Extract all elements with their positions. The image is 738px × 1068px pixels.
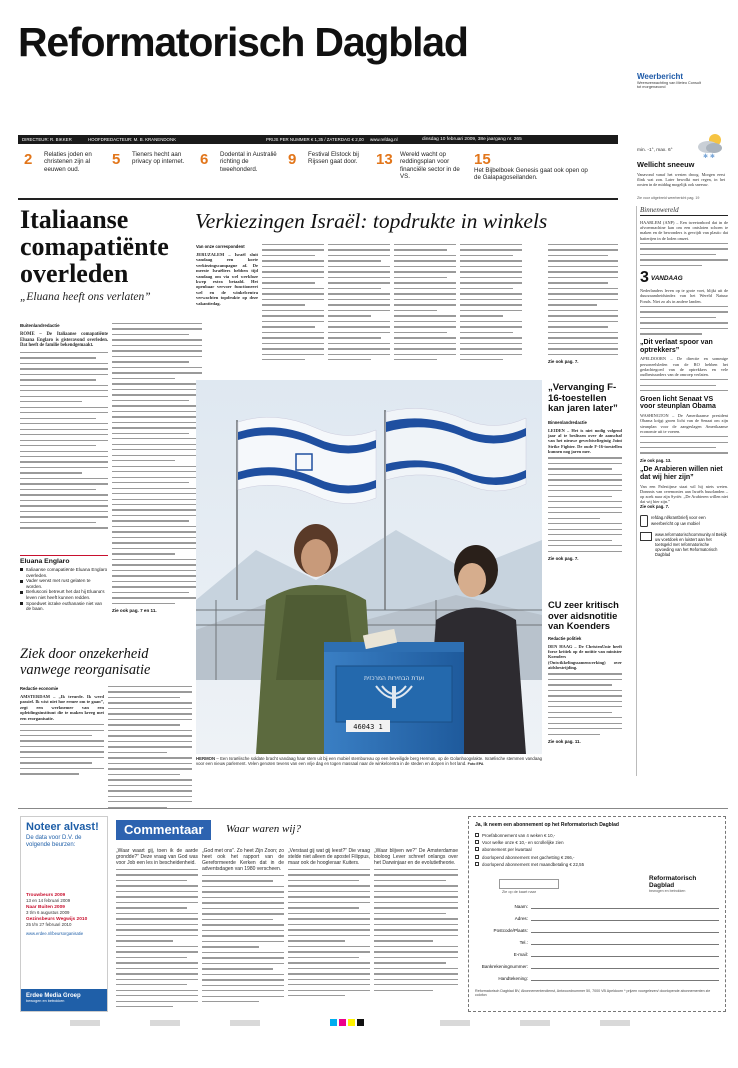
coupon-options	[475, 832, 645, 868]
form-row	[475, 921, 719, 933]
coupon-option-label: doorlopend abonnement met gachetting € 266,-	[482, 854, 575, 860]
coupon-option[interactable]	[475, 832, 645, 839]
article-headline[interactable]: Verkiezingen Israël: topdrukte in winkels	[195, 209, 548, 233]
main-article-col5	[460, 244, 522, 365]
coupon-stamp	[499, 879, 559, 894]
sidebar-brief-text: WASHINGTON – De Amerikaanse president Obama krijgt groen licht van de Senaat om zijn steunplan voor de aangeslagen Amerikaanse economie uit te voeren.	[640, 413, 728, 434]
coupon-title: Ja, ik neem een abonnement op het Reformatorisch Dagblad	[475, 822, 619, 828]
teaser-text: Wereld wacht op reddingsplan voor financiële sector in de VS.	[400, 151, 460, 181]
print-mark	[70, 1020, 100, 1026]
form-label: Tel.:	[519, 940, 528, 945]
checkbox[interactable]	[475, 840, 479, 844]
commentaar-body	[374, 869, 458, 991]
print-mark	[150, 1020, 180, 1026]
info-box-title: Eluana Englaro	[20, 555, 108, 565]
article-lead: JERUZALEM – Israël sluit vandaag een korte verkiezingscampagne af. De meeste Israëliers hebben tijd vandaag om via wel werkloze kwep extra betaald. Het openbaar vervoer functioneert wel en de winkelcentra verwachten topdrukte op deze vakantiedag.	[196, 252, 258, 306]
color-mark-black	[357, 1019, 364, 1026]
article-byline: Van onze correspondent	[196, 244, 245, 249]
editor-label: HOOFDREDACTEUR: M. B. KRANENDONK	[88, 137, 177, 142]
divider	[18, 808, 728, 809]
teaser-text: Festival Elstock bij Rijssen gaat door.	[308, 151, 359, 166]
coupon-option[interactable]	[475, 854, 645, 861]
postcode-input[interactable]	[531, 925, 719, 933]
article-byline: Binnenlandredactie	[548, 419, 587, 425]
ad-subtitle: De data voor D.V. de volgende beurzen:	[26, 835, 82, 848]
form-label: E-mail:	[513, 952, 528, 957]
article-lead: LEIDEN – Het is niet nodig volgend jaar al te beslissen over de aanschaf van het nieuwe gevechtsvliegtuig Joint Strike Fighter. De oude F-16-toestellen kunnen nog jaren mee.	[548, 427, 622, 454]
ad-event-date: 13 en 14 februari 2009	[26, 898, 71, 903]
caption-text: Een Israëlische soldate bracht vandaag haar stem uit bij een mobiel stembureau op een beveiligde berg Hermon, op de Golanhoogvlakte. Israëlische stemmen vandaag voor een nieuw parlement. Velen genoten tevens van een vrije dag en togen massaal naar de winkelcentra in de steden en dorpen in het land.	[196, 756, 542, 767]
print-mark	[600, 1020, 630, 1026]
article-see-also[interactable]: Zie ook pag. 11.	[548, 739, 581, 745]
promo-mobile[interactable]	[640, 515, 728, 527]
teaser-text: Het Bijbelboek Genesis gaat ook open op de Galapagoseilanden.	[474, 167, 588, 182]
ballot-box-number: 46043 1	[353, 723, 383, 731]
commentaar-text: „Verstaat gij wat gij leest?” Die vraag stelde niet alleen de apostel Filippus, maar ook de hoogleraar Kuiters.	[288, 848, 370, 866]
teaser-page-number: 13	[376, 151, 393, 168]
sidebar-brief-text: APELDOORN – De directie en sommige personeelsleden van de RO hebben het gedachtegoed van de optrekkers en vele oudbestuurders van de omroep verlaten.	[640, 356, 728, 377]
coupon-option[interactable]	[475, 846, 645, 853]
form-row	[475, 897, 719, 909]
article-body	[548, 244, 618, 355]
checkbox[interactable]	[475, 862, 479, 866]
coupon-fields	[475, 897, 719, 981]
commentaar-body	[116, 869, 198, 1007]
article-lead: ROME – De Italiaanse comapatiënte Eluana Englaro is gisteravond overleden. Dat heeft de familie bekendgemaakt.	[20, 332, 108, 349]
commentaar-col1	[116, 848, 198, 1012]
sidebar-brief-body	[640, 243, 728, 266]
coupon-stamp-text: Zie op de kaart naar	[502, 890, 536, 894]
sidebar-see-also[interactable]: Zie ook pag. 7.	[640, 504, 670, 510]
main-article-col2	[262, 244, 324, 365]
weather-label: Weerbericht	[637, 72, 684, 81]
weather-headline: Wellicht sneeuw	[637, 160, 695, 169]
commentaar-body	[202, 875, 284, 1002]
commentaar-header	[116, 820, 460, 842]
article-byline: Redactie politiek	[548, 635, 582, 641]
vandaag-text: Nederlanders leven op te grote voet, blijkt uit de duurzaamheidsindex van het Wereld Natuur Fonds. Niet zo als in andere landen.	[640, 288, 728, 304]
commentaar-text: „Waar blijven we?” De Amsterdamse bioloog Lever schreef onlangs over het Darwinjaar en de evolutietheorie.	[374, 848, 458, 866]
ad-event-name: Trouwbeurs 2009	[26, 893, 66, 898]
article-body	[548, 457, 622, 552]
main-article-col1	[196, 244, 258, 374]
print-mark	[520, 1020, 550, 1026]
date-label: dinsdag 10 februari 2009, 38e jaargang nr. 265	[422, 137, 522, 142]
main-article-col3	[328, 244, 390, 365]
article-cu	[548, 600, 622, 780]
article-byline: Buitenlandredactie	[20, 323, 60, 328]
signature-input[interactable]	[531, 973, 719, 981]
main-photo	[196, 380, 542, 754]
article-see-also[interactable]: Zie ook pag. 7.	[548, 555, 579, 561]
commentaar-label: Commentaar	[116, 820, 211, 840]
coupon-option-label: Voor welke onze € 10,- en scrollelijke zien	[482, 840, 564, 846]
ad-beurzen[interactable]	[20, 816, 108, 1012]
teaser-page-number: 5	[112, 151, 121, 168]
phone-input[interactable]	[531, 937, 719, 945]
weather-source: Weersverwachting van Meteo Consult tot morgenavond	[637, 81, 701, 90]
ad-events	[26, 893, 102, 936]
form-row	[475, 909, 719, 921]
article-see-also[interactable]: Zie ook pag. 7 en 11.	[112, 608, 157, 614]
phone-icon	[640, 515, 648, 527]
price-label: PRIJS PER NUMMER € 1,35 / ZATERDAG € 2,00	[266, 137, 364, 142]
article-subhead: „Eluana heeft ons verlaten”	[20, 291, 151, 303]
coupon-option-label: doorlopend abonnement met maandbetaling € 22,55	[482, 861, 585, 867]
ad-company: Erdee Media Groep	[26, 993, 81, 999]
commentaar-title: Waar waren wij?	[226, 823, 301, 835]
color-mark-yellow	[348, 1019, 355, 1026]
article-lead: DEN HAAG – De ChristenUnie heeft forse kritiek op de notitie van minister Koenders (Ontwikkelingssamenwerking) over aidsbestrijding.	[548, 643, 622, 670]
main-article-col4	[394, 244, 456, 365]
checkbox[interactable]	[475, 833, 479, 837]
teaser-page-number: 6	[200, 151, 209, 168]
promo-text: refdag.nl/krantbriefj voor een weerbericht op uw mobiel	[651, 515, 706, 526]
article-f16	[548, 383, 622, 573]
coupon-option[interactable]	[475, 861, 645, 868]
email-input[interactable]	[531, 949, 719, 957]
weather-temps: min. -1°, max. 6°	[637, 148, 673, 153]
teaser-page-number: 9	[288, 151, 297, 168]
coupon-brand-name: Reformatorisch Dagblad	[649, 875, 697, 889]
print-mark	[230, 1020, 260, 1026]
commentaar-text: „God met ons”. Zo heet Zijn Zoon; zo heet ook het rapport van de Gereformeerde Kerken dat in de adventsdagen van 1980 verscheen.	[202, 848, 284, 872]
article-lead: AMSTERDAM – „Ik treurde. Ik werd passief. Ik wist niet hoe ermee om te gaan”, zegt een werknemer van een opleidingsinstituut die te maken kreeg met een reorganisatie.	[20, 694, 104, 721]
masthead	[18, 4, 618, 134]
form-label: Naam:	[514, 904, 528, 909]
subscription-coupon	[468, 816, 726, 1012]
commentaar-col4	[374, 848, 458, 995]
article-headline[interactable]: CU zeer kritisch over aidsnotitie van Koenders	[548, 599, 619, 632]
vandaag-number: 3	[640, 269, 649, 287]
weather-box	[637, 72, 727, 200]
article-body	[20, 352, 108, 529]
ad-tagline: bewogen en betrokken	[26, 999, 65, 1003]
caption-credit: Foto EPA	[467, 762, 484, 767]
form-row	[475, 945, 719, 957]
coupon-brand	[649, 875, 721, 893]
teaser-page-number: 2	[24, 151, 33, 168]
sidebar-brief-headline[interactable]: „Dit verlaat spoor van optrekkers”	[640, 338, 713, 354]
computer-icon	[640, 532, 652, 541]
ad-event-date: 25 t/m 27 februari 2010	[26, 922, 72, 927]
sidebar-brief-text: HAARLEM (ANP) – Een tweetonbord dat in de afvoermachine kan om een ontsloten schoen te maken en de bewonders is gevrijdt van plastic dat batterijen in de loden omzet.	[640, 220, 728, 241]
checkbox[interactable]	[475, 847, 479, 851]
sidebar-brief-headline[interactable]: „De Arabieren willen niet dat wij hier zijn”	[640, 465, 723, 481]
print-mark	[440, 1020, 470, 1026]
color-mark-cyan	[330, 1019, 337, 1026]
newspaper-title: Reformatorisch Dagblad	[18, 19, 468, 65]
article-body	[112, 323, 202, 604]
news-sidebar	[636, 206, 728, 776]
website-link[interactable]: www.refdag.nl	[370, 137, 398, 142]
promo-community[interactable]	[640, 532, 728, 557]
photo-soldier-voting	[196, 380, 542, 754]
name-input[interactable]	[531, 901, 719, 909]
coupon-option-label: Proefabonnement van 4 weken € 10,-	[482, 833, 556, 838]
ad-title: Noteer alvast!	[26, 821, 99, 833]
photo-caption: HERMON – Een Israëlische soldate bracht vandaag haar stem uit bij een mobiel stembureau op een beveiligde berg Hermon, op de Golanhoogvlakte. Israëlische stemmen vandaag voor een nieuw parlement. Velen genoten tevens van een vrije dag en togen massaal naar de winkelcentra in de steden en dorpen in het land. Foto EPA	[196, 756, 542, 767]
masthead-info-bar	[18, 135, 618, 144]
coupon-footer: Reformatorisch Dagblad BV, Abonnementendienst, Antwoordnummer 50, 7000 VB Apeldoorn * prijzen voorgelezen/ doorlopende abonnementen zie colofon	[475, 989, 711, 998]
teaser-text: Tieners hecht aan privacy op internet.	[132, 151, 185, 166]
article-italiaanse-col2	[112, 323, 202, 628]
form-row	[475, 969, 719, 981]
ballot-box-label: ועדת הבחירות המרכזית	[364, 675, 424, 682]
sidebar-brief-body	[640, 379, 728, 391]
vandaag-block	[640, 270, 728, 286]
article-verkiezingen	[195, 209, 615, 239]
form-row	[475, 933, 719, 945]
info-box-item: Spoedwet inzake euthanasie niet van de baan.	[20, 601, 108, 612]
weather-text: Vanavond vanaf het westen droog. Morgen eerst flink wat zon. Later bewolkt met regen, in het oosten in de middag mogelijk ook sneeuw.	[637, 172, 725, 187]
ad-url[interactable]: www.erdee.nl/beursorganisatie	[26, 931, 84, 936]
coupon-option[interactable]	[475, 839, 645, 846]
ad-event-name: Gezinsbeurs Wegwijs 2010	[26, 917, 88, 922]
ad-event-name: Naar Buiten 2009	[26, 905, 65, 910]
divider	[18, 198, 618, 200]
address-input[interactable]	[531, 913, 719, 921]
sidebar-section-title: Binnenwereld	[640, 206, 728, 216]
article-byline: Redactie economie	[20, 686, 59, 691]
article-body	[548, 673, 622, 735]
weather-icon	[695, 130, 725, 160]
form-label: Postcode/Plaats:	[493, 928, 528, 933]
commentaar-col3	[288, 848, 370, 1001]
svg-text:✱ ✱: ✱ ✱	[703, 153, 715, 160]
vandaag-body	[640, 306, 728, 335]
info-box-eluana	[20, 555, 108, 612]
sidebar-brief-headline[interactable]: Groen licht Senaat VS voor steunplan Obama	[640, 395, 716, 411]
article-headline[interactable]: Ziek door onzekerheid vanwege reorganisatie	[20, 646, 151, 678]
teaser-page-number: 15	[474, 151, 491, 168]
info-box-item: Italiaanse comapatiënte Eluana Englaro overleden.	[20, 567, 108, 578]
coupon-option-label: abonnement per kwartaal	[482, 847, 532, 853]
article-italiaanse-col1	[20, 323, 108, 623]
caption-location: HERMON	[196, 756, 216, 761]
form-label: Adres:	[514, 916, 528, 921]
color-mark-magenta	[339, 1019, 346, 1026]
commentaar-text: „Waar waart gij, toen ik de aarde grondde?” Deze vraag van God was voor Job een les in bescheidenheid.	[116, 848, 198, 866]
coupon-brand-tag: bewogen en betrokken	[649, 889, 686, 893]
vandaag-label: VANDAAG	[650, 274, 683, 282]
article-headline[interactable]: „Vervanging F-16-toestellen kan jaren later”	[548, 382, 618, 415]
form-row	[475, 957, 719, 969]
bank-account-input[interactable]	[531, 961, 719, 969]
ad-footer	[21, 989, 107, 1011]
article-body	[20, 724, 104, 775]
weather-more[interactable]: Zie voor uitgebreid weerbericht pag. 19	[637, 196, 700, 200]
teaser-bar	[22, 148, 622, 196]
teaser-text: Dodental in Australië richting de tweehonderd.	[220, 151, 277, 173]
promo-text: www.reformatorischcommunity.nl Bekijk uw voetdoek en luistert aan het toetsgeld met reformatorische opvoeding van het Reformatorisch Dagblad	[655, 532, 727, 558]
sidebar-see-also[interactable]: Zie ook pag. 13.	[640, 457, 672, 463]
main-article-col6	[548, 244, 618, 364]
article-headline[interactable]: Italiaanse comapatiënte overleden	[20, 205, 169, 288]
checkbox[interactable]	[475, 855, 479, 859]
info-box-item: Berlusconi betreurt het dat hij Eluana's leven niet heeft kunnen redden.	[20, 589, 108, 600]
director-label: DIRECTEUR: R. BIKKER	[22, 137, 72, 142]
teaser-text: Relaties joden en christenen zijn al eeuwen oud.	[44, 151, 92, 173]
ad-event-date: 3 t/m 6 augustus 2009	[26, 910, 70, 915]
form-label: Handtekening:	[498, 976, 528, 981]
form-label: Bankrekeningnummer:	[481, 964, 528, 969]
article-see-also[interactable]: Zie ook pag. 7.	[548, 359, 579, 365]
info-box-item: Vader wenst met rust gelaten te worden.	[20, 578, 108, 589]
commentaar-body	[288, 869, 370, 996]
commentaar-col2	[202, 848, 284, 1007]
sidebar-brief-body	[640, 436, 728, 454]
ziek-col1	[20, 686, 104, 779]
ziek-col2	[108, 686, 192, 812]
sidebar-brief-text: Van een Palestijnse staat wil hij niets weten. Donnnis van ceremonies aan Israëls buurlanden – op zoek naar zijn Syriër. „De Arabieren willen niet dat wij hier zijn.”	[640, 483, 728, 505]
